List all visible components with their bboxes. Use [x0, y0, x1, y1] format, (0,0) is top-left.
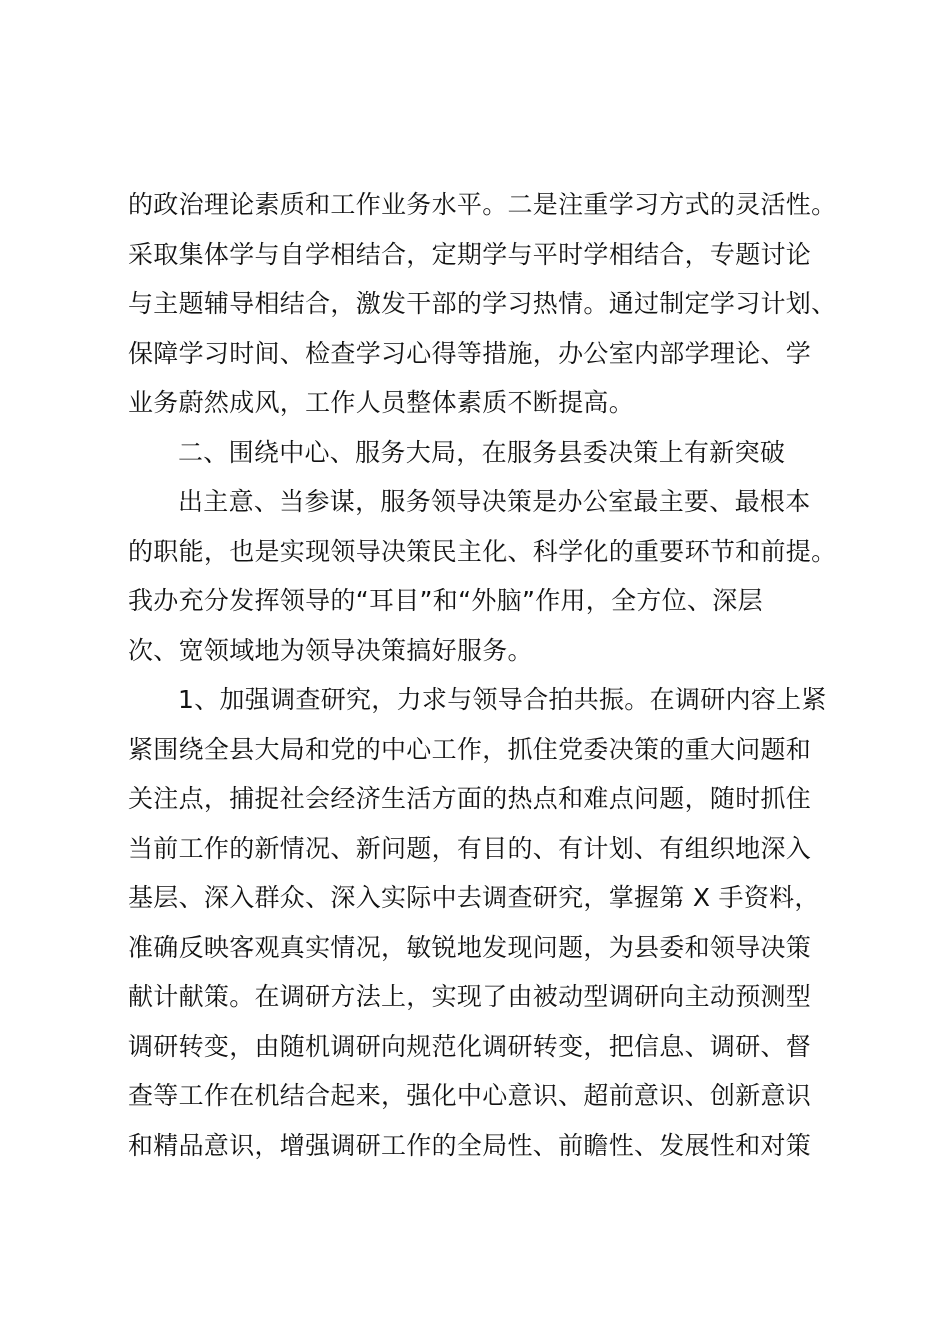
text-line: 和精品意识，增强调研工作的全局性、前瞻性、发展性和对策	[128, 1130, 812, 1160]
text-line: 业务蔚然成风，工作人员整体素质不断提高。	[128, 388, 635, 417]
text-line: 调研转变，由随机调研向规范化调研转变，把信息、调研、督	[128, 1031, 812, 1061]
paragraph-start-line: 出主意、当参谋，服务领导决策是办公室最主要、最根本	[178, 487, 811, 516]
text-line: 的职能，也是实现领导决策民主化、科学化的重要环节和前提。	[128, 536, 837, 566]
section-heading: 二、围绕中心、服务大局，在服务县委决策上有新突破	[178, 437, 786, 467]
text-line: 与主题辅导相结合，激发干部的学习热情。通过制定学习计划、	[128, 289, 837, 318]
document-body	[128, 180, 840, 1170]
text-line: 准确反映客观真实情况，敏锐地发现问题，为县委和领导决策	[128, 932, 812, 962]
paragraph-start-line: 1、加强调查研究，力求与领导合拍共振。在调研内容上紧	[178, 685, 827, 714]
text-line: 献计献策。在调研方法上，实现了由被动型调研向主动预测型	[128, 982, 812, 1011]
text-line: 紧围绕全县大局和党的中心工作，抓住党委决策的重大问题和	[128, 734, 812, 764]
text-line: 基层、深入群众、深入实际中去调查研究，掌握第 X 手资料，	[128, 883, 820, 912]
text-line: 我办充分发挥领导的“耳目”和“外脑”作用，全方位、深层	[128, 586, 763, 615]
text-line: 次、宽领域地为领导决策搞好服务。	[128, 635, 533, 665]
text-line: 关注点，捕捉社会经济生活方面的热点和难点问题，随时抓住	[128, 784, 812, 813]
text-line: 保障学习时间、检查学习心得等措施，办公室内部学理论、学	[128, 338, 812, 368]
text-line: 的政治理论素质和工作业务水平。二是注重学习方式的灵活性。	[128, 190, 837, 219]
text-line: 当前工作的新情况、新问题，有目的、有计划、有组织地深入	[128, 833, 812, 863]
text-line: 查等工作在机结合起来，强化中心意识、超前意识、创新意识	[128, 1081, 812, 1110]
text-line: 采取集体学与自学相结合，定期学与平时学相结合，专题讨论	[128, 239, 812, 269]
